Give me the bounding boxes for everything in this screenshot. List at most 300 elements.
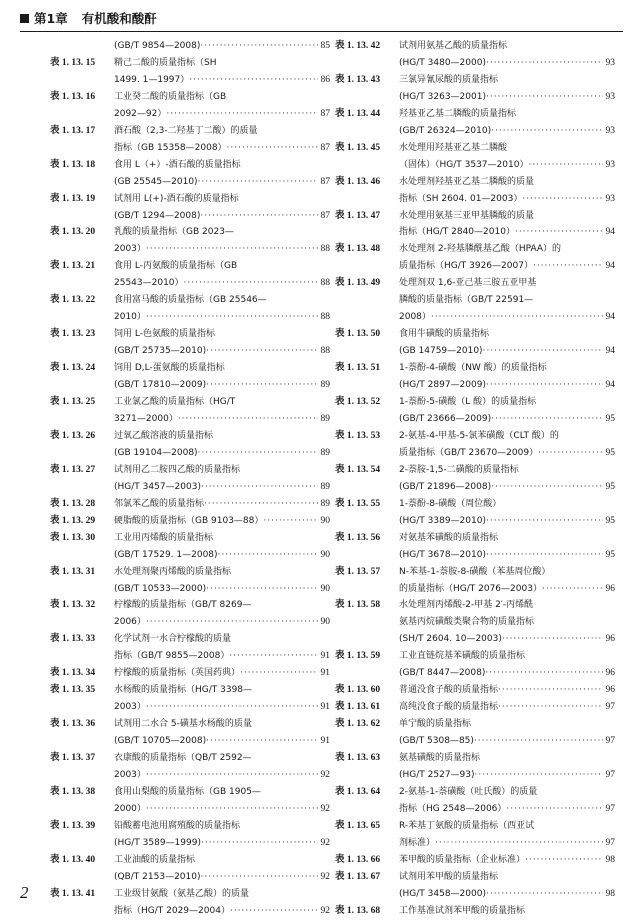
dot-leader [515, 224, 603, 241]
toc-entry-page: 88 [320, 278, 330, 289]
toc-entry-title-line: 饲用 D,L-蛋氨酸的质量指标 [114, 363, 225, 374]
toc-entry-number: 表 1. 13. 46 [335, 176, 381, 187]
toc-entry[interactable] [335, 648, 615, 682]
toc-entry[interactable] [335, 564, 615, 598]
toc-entry[interactable] [50, 513, 330, 530]
dot-leader [206, 343, 317, 360]
toc-entry-number: 表 1. 13. 55 [335, 498, 381, 509]
toc-entry-title-line: 1-萘酚-8-磺酸（周位酸） [399, 498, 502, 509]
dot-leader [218, 547, 318, 564]
dot-leader [146, 699, 318, 716]
toc-entry-page: 93 [605, 91, 615, 102]
toc-entry-number: 表 1. 13. 56 [335, 532, 381, 543]
toc-entry-title-line: 铅酸蓄电池用腐殖酸的质量指标 [114, 820, 241, 831]
dot-leader [206, 733, 317, 750]
toc-entry[interactable] [50, 750, 330, 784]
toc-entry-page: 88 [320, 346, 330, 357]
toc-right-column [335, 38, 615, 920]
dot-leader [491, 123, 602, 140]
toc-entry-title-line: 质量指标（GB/T 23670—2009） [399, 447, 539, 458]
toc-entry-title-line: (GB/T 26324—2010) [399, 125, 492, 136]
dot-leader [146, 241, 318, 258]
toc-entry-title-line: (GB/T 23666—2009) [399, 413, 492, 424]
toc-entry-page: 95 [605, 549, 615, 560]
chapter-label: 第1章 [34, 11, 68, 26]
toc-entry[interactable] [50, 682, 330, 716]
toc-entry-title-line: 饲用 L-色氨酸的质量指标 [114, 329, 215, 340]
toc-entry-title-line: 2092—92） [114, 108, 167, 119]
toc-entry-number: 表 1. 13. 37 [50, 753, 96, 764]
toc-entry[interactable] [335, 852, 615, 869]
chapter-title: 有机酸和酸酐 [81, 11, 157, 26]
toc-entry-title-line: 指标（GB/T 9855—2008） [114, 651, 230, 662]
toc-entry-page: 97 [605, 702, 615, 713]
toc-entry-number: 表 1. 13. 20 [50, 227, 96, 238]
toc-entry-title-line: 苯甲酸的质量指标（企业标准） [399, 854, 526, 865]
toc-entry-number: 表 1. 13. 40 [50, 854, 96, 865]
toc-entry-title-line: 25543—2010） [114, 278, 184, 289]
dot-leader [189, 72, 317, 89]
toc-entry-number: 表 1. 13. 30 [50, 532, 96, 543]
page-number: 2 [20, 883, 29, 902]
toc-entry-page: 94 [605, 227, 615, 238]
toc-entry-title-line: (GB/T 10705—2008) [114, 736, 207, 747]
toc-entry[interactable] [335, 784, 615, 818]
toc-entry-page: 92 [320, 905, 330, 916]
toc-entry-number: 表 1. 13. 51 [335, 363, 381, 374]
dot-leader [498, 682, 602, 699]
toc-entry-title-line: 高纯没食子酸的质量指标 [399, 702, 499, 713]
toc-entry-number: 表 1. 13. 57 [335, 566, 381, 577]
dot-leader [431, 309, 603, 326]
toc-entry-title-line: (QB/T 2153—2010) [114, 871, 201, 882]
dot-leader [498, 699, 602, 716]
toc-entry[interactable] [50, 191, 330, 225]
toc-entry-number: 表 1. 13. 41 [50, 888, 96, 899]
toc-entry-title-line: 1-萘酚-5-磺酸（L 酸）的质量指标 [399, 397, 537, 408]
toc-entry-title-line: 食用富马酸的质量指标（GB 25546— [114, 295, 267, 306]
toc-entry-title-line: 工业直链烷基苯磺酸的质量指标 [399, 651, 526, 662]
toc-entry-page: 92 [320, 837, 330, 848]
toc-entry[interactable] [50, 394, 330, 428]
toc-entry-title-line: 氨基磺酸的质量指标 [399, 753, 481, 764]
toc-entry-number: 表 1. 13. 15 [50, 57, 96, 68]
toc-entry-number: 表 1. 13. 58 [335, 600, 381, 611]
toc-entry-page: 87 [320, 210, 330, 221]
toc-entry-page: 96 [605, 668, 615, 679]
toc-entry-page: 90 [320, 549, 330, 560]
toc-entry[interactable] [50, 852, 330, 886]
toc-entry-number: 表 1. 13. 34 [50, 668, 96, 679]
toc-entry[interactable] [50, 258, 330, 292]
toc-entry-number: 表 1. 13. 22 [50, 295, 96, 306]
toc-entry-number: 表 1. 13. 33 [50, 634, 96, 645]
toc-entry-number: 表 1. 13. 32 [50, 600, 96, 611]
toc-entry-title-line: 试剂用乙二胺四乙酸的质量指标 [114, 464, 241, 475]
toc-entry[interactable] [50, 326, 330, 360]
toc-entry[interactable] [335, 716, 615, 750]
toc-entry[interactable] [335, 818, 615, 852]
toc-entry-page: 96 [605, 634, 615, 645]
toc-entry-page: 93 [605, 125, 615, 136]
toc-entry-page: 96 [605, 685, 615, 696]
toc-entry-number: 表 1. 13. 47 [335, 210, 381, 221]
toc-left-column [50, 38, 330, 920]
toc-entry-title-line: 2006） [114, 617, 146, 628]
toc-entry-page: 87 [320, 142, 330, 153]
toc-entry-title-line: 2003） [114, 244, 146, 255]
toc-entry-title-line: (GB 14759—2010) [399, 346, 483, 357]
dot-leader [525, 852, 602, 869]
toc-entry-number: 表 1. 13. 66 [335, 854, 381, 865]
toc-entry-number: 表 1. 13. 25 [50, 397, 96, 408]
toc-entry-number: 表 1. 13. 68 [335, 905, 381, 916]
toc-entry-title-line: (GB 25545—2010) [114, 176, 198, 187]
toc-entry-number: 表 1. 13. 35 [50, 685, 96, 696]
toc-entry-title-line: 邻氯苯乙酸的质量指标 [114, 498, 205, 509]
toc-entry[interactable] [50, 224, 330, 258]
toc-entry[interactable] [335, 699, 615, 716]
dot-leader [230, 903, 318, 920]
toc-entry-title-line: R-苯基丁氨酸的质量指标（西亚试 [399, 820, 535, 831]
toc-entry[interactable] [335, 38, 615, 72]
toc-entry-title-line: 食用山梨酸的质量指标（GB 1905— [114, 786, 261, 797]
toc-entry-page [612, 903, 615, 920]
toc-entry[interactable] [50, 496, 330, 513]
toc-entry[interactable] [335, 394, 615, 428]
header-rule [20, 31, 623, 32]
toc-entry[interactable] [335, 241, 615, 275]
dot-leader [198, 445, 318, 462]
toc-entry[interactable] [335, 140, 615, 174]
toc-entry-title-line: 工业油酸的质量指标 [114, 854, 196, 865]
toc-entry[interactable] [50, 462, 330, 496]
dot-leader [522, 191, 602, 208]
dot-leader [263, 513, 317, 530]
toc-entry-title-line: 化学试剂一水合柠檬酸的质量 [114, 634, 232, 645]
toc-entry-title-line: 过氧乙酸溶液的质量指标 [114, 430, 214, 441]
toc-entry[interactable] [50, 123, 330, 157]
toc-entry-page: 87 [320, 108, 330, 119]
toc-entry[interactable] [50, 564, 330, 598]
dot-leader [486, 547, 603, 564]
toc-entry[interactable] [50, 716, 330, 750]
toc-entry-number: 表 1. 13. 67 [335, 871, 381, 882]
dot-leader [204, 496, 317, 513]
header-square-icon [20, 14, 29, 23]
toc-entry[interactable] [50, 631, 330, 665]
toc-entry-title-line: 水杨酸的质量指标（HG/T 3398— [114, 685, 253, 696]
toc-entry[interactable] [50, 89, 330, 123]
toc-entry-page: 97 [605, 837, 615, 848]
dot-leader [491, 411, 602, 428]
toc-entry-title-line: 试剂用苯甲酸的质量指标 [399, 871, 499, 882]
toc-entry-title-line: 乳酸的质量指标（GB 2023— [114, 227, 234, 238]
toc-entry-number: 表 1. 13. 50 [335, 329, 381, 340]
toc-entry-page: 89 [320, 498, 330, 509]
toc-entry[interactable] [335, 208, 615, 242]
toc-entry[interactable] [50, 530, 330, 564]
toc-entry-title-line: 水处理剂羟基亚乙基二膦酸的质量 [399, 176, 535, 187]
toc-entry[interactable] [50, 665, 330, 682]
toc-entry[interactable] [50, 55, 330, 89]
toc-entry-page: 98 [605, 854, 615, 865]
dot-leader [538, 445, 602, 462]
toc-entry-number: 表 1. 13. 53 [335, 430, 381, 441]
dot-leader [200, 208, 317, 225]
toc-entry-title-line: 2003） [114, 702, 146, 713]
toc-entry[interactable] [335, 275, 615, 326]
toc-entry-title-line: 水处理剂 2-羟基膦酰基乙酸（HPAA）的 [399, 244, 562, 255]
toc-entry[interactable] [50, 38, 330, 55]
toc-entry-title-line: 指标（SH 2604. 01—2003） [399, 193, 523, 204]
toc-entry[interactable] [335, 106, 615, 140]
toc-entry[interactable] [335, 597, 615, 648]
toc-entry-page: 91 [320, 651, 330, 662]
toc-entry-page: 96 [605, 583, 615, 594]
toc-entry-page: 93 [605, 57, 615, 68]
dot-leader [533, 258, 603, 275]
dot-leader [200, 38, 317, 55]
toc-entry-title-line: (GB/T 8447—2008) [399, 668, 486, 679]
toc-entry-page: 94 [605, 261, 615, 272]
dot-leader [146, 767, 318, 784]
dot-leader [486, 377, 603, 394]
toc-entry-title-line: 2010） [114, 312, 146, 323]
toc-entry-number: 表 1. 13. 28 [50, 498, 96, 509]
toc-entry[interactable] [50, 292, 330, 326]
toc-entry-title-line: 3271—2000） [114, 413, 178, 424]
toc-entry-title-line: 酒石酸（2,3-二羟基丁二酸）的质量 [114, 125, 258, 136]
toc-entry-number: 表 1. 13. 36 [50, 719, 96, 730]
dot-leader [201, 835, 318, 852]
toc-entry-number: 表 1. 13. 61 [335, 702, 381, 713]
toc-entry-title-line: 2-萘胺-1,5-二磺酸的质量指标 [399, 464, 519, 475]
dot-leader [146, 801, 318, 818]
toc-entry-title-line: 精己二酸的质量指标（SH [114, 57, 217, 68]
toc-entry-title-line: 水处理剂聚丙烯酸的质量指标 [114, 566, 232, 577]
toc-entry-number: 表 1. 13. 64 [335, 786, 381, 797]
dot-leader [474, 733, 603, 750]
toc-entry[interactable] [50, 818, 330, 852]
dot-leader [483, 343, 603, 360]
toc-entry[interactable] [335, 903, 615, 920]
toc-entry-page: 95 [605, 447, 615, 458]
dot-leader [206, 581, 317, 598]
toc-entry-title-line: N-苯基-1-萘胺-8-磺酸（苯基周位酸） [399, 566, 551, 577]
toc-entry[interactable] [335, 428, 615, 462]
toc-entry[interactable] [50, 360, 330, 394]
toc-entry-title-line: 2003） [114, 769, 146, 780]
toc-entry-title-line: (HG/T 3678—2010) [399, 549, 486, 560]
toc-entry-page: 93 [605, 193, 615, 204]
toc-entry-page: 95 [605, 481, 615, 492]
toc-entry-number: 表 1. 13. 45 [335, 142, 381, 153]
toc-entry-title-line: （固体）（HG/T 3537—2010） [399, 159, 529, 170]
toc-entry-title-line: (SH/T 2604. 10—2003) [399, 634, 502, 645]
toc-entry-number: 表 1. 13. 21 [50, 261, 96, 272]
toc-entry-title-line: (HG/T 2897—2009) [399, 380, 486, 391]
toc-entry-title-line: 指标（HG/T 2029—2004） [114, 905, 230, 916]
dot-leader [166, 106, 317, 123]
toc-entry[interactable] [335, 750, 615, 784]
toc-entry-number: 表 1. 13. 24 [50, 363, 96, 374]
toc-entry[interactable] [335, 869, 615, 903]
toc-entry-number: 表 1. 13. 19 [50, 193, 96, 204]
toc-entry-title-line: (HG/T 2527—93) [399, 769, 475, 780]
dot-leader [502, 631, 603, 648]
toc-entry-title-line: 试剂用二水合 5-磺基水杨酸的质量 [114, 719, 252, 730]
toc-entry-page: 89 [320, 481, 330, 492]
toc-entry-title-line: (GB/T 10533—2000) [114, 583, 207, 594]
toc-entry-number: 表 1. 13. 43 [335, 74, 381, 85]
toc-entry-title-line: (GB/T 25735—2010) [114, 346, 207, 357]
toc-entry-title-line: (GB/T 17529. 1—2008) [114, 549, 218, 560]
dot-leader [542, 581, 603, 598]
toc-entry-title-line: 2000） [114, 803, 146, 814]
toc-entry-number: 表 1. 13. 31 [50, 566, 96, 577]
dot-leader [184, 275, 318, 292]
toc-entry-title-line: 指标（HG/T 2840—2010） [399, 227, 515, 238]
toc-entry-title-line: 硬脂酸的质量指标（GB 9103—88） [114, 515, 264, 526]
toc-entry-title-line: (HG/T 3589—1999) [114, 837, 201, 848]
toc-entry-title-line: 膦酸的质量指标（GB/T 22591— [399, 295, 534, 306]
dot-leader [146, 614, 318, 631]
toc-entry-title-line: 食用 L（+）-酒石酸的质量指标 [114, 159, 241, 170]
toc-entry-page: 94 [605, 380, 615, 391]
toc-entry-page: 93 [605, 159, 615, 170]
toc-entry[interactable] [335, 496, 615, 530]
toc-entry-number: 表 1. 13. 52 [335, 397, 381, 408]
toc-entry-number: 表 1. 13. 60 [335, 685, 381, 696]
toc-entry-title-line: 柠檬酸的质量指标（GB/T 8269— [114, 600, 252, 611]
toc-entry-page: 97 [605, 803, 615, 814]
dot-leader [435, 835, 602, 852]
toc-entry-page: 94 [605, 346, 615, 357]
toc-entry-page: 92 [320, 769, 330, 780]
toc-entry-title-line: (GB/T 1294—2008) [114, 210, 201, 221]
toc-entry-title-line: 质量指标（HG/T 3926—2007） [399, 261, 533, 272]
toc-entry-title-line: 指标（GB 15358—2008） [114, 142, 227, 153]
toc-entry[interactable] [335, 72, 615, 106]
toc-entry-title-line: 剂标准） [399, 837, 436, 848]
toc-entry-page: 89 [320, 380, 330, 391]
toc-entry[interactable] [50, 784, 330, 818]
toc-entry-title-line: 2008） [399, 312, 431, 323]
toc-entry-number: 表 1. 13. 44 [335, 108, 381, 119]
toc-entry[interactable] [335, 360, 615, 394]
toc-entry-number: 表 1. 13. 17 [50, 125, 96, 136]
toc-entry-title-line: 试剂用氨基乙酸的质量指标 [399, 41, 508, 51]
toc-entry-title-line: (GB 19104—2008) [114, 447, 198, 458]
dot-leader [200, 869, 317, 886]
toc-entry-title-line: 1-萘酚-4-磺酸（NW 酸）的质量指标 [399, 363, 547, 374]
dot-leader [178, 411, 318, 428]
dot-leader [486, 886, 603, 903]
toc-entry-page: 89 [320, 413, 330, 424]
dot-leader [201, 479, 318, 496]
toc-entry-title-line: (HG/T 3457—2003) [114, 481, 201, 492]
toc-entry[interactable] [335, 530, 615, 564]
toc-entry-number: 表 1. 13. 54 [335, 464, 381, 475]
toc-entry[interactable] [335, 462, 615, 496]
toc-entry-title-line: 工业级甘氨酸（氨基乙酸）的质量 [114, 888, 250, 899]
toc-entry-number: 表 1. 13. 48 [335, 244, 381, 255]
toc-entry-title-line: (HG/T 3389—2010) [399, 515, 486, 526]
toc-entry-page: 92 [320, 871, 330, 882]
toc-entry-title-line: 工业氯乙酸的质量指标（HG/T [114, 397, 236, 408]
toc-entry-page: 95 [605, 515, 615, 526]
toc-entry[interactable] [50, 157, 330, 191]
dot-leader [485, 665, 602, 682]
toc-entry-title-line: 试剂用 L(+)-酒石酸的质量指标 [114, 193, 239, 204]
toc-entry-page: 85 [320, 41, 330, 51]
toc-entry-title-line: 水处理用氨基三亚甲基膦酸的质量 [399, 210, 535, 221]
toc-entry-title-line: (HG/T 3480—2000) [399, 57, 486, 68]
toc-entry-page: 91 [320, 668, 330, 679]
toc-entry-number: 表 1. 13. 62 [335, 719, 381, 730]
dot-leader [491, 479, 602, 496]
toc-entry-page: 90 [320, 583, 330, 594]
dot-leader [227, 140, 318, 157]
toc-entry[interactable] [335, 326, 615, 360]
toc-entry-title-line: (GB/T 9854—2008) [114, 41, 201, 51]
toc-entry-title-line: 氨基丙烷磺酸类聚合物的质量指标 [399, 617, 535, 628]
toc-entry-number: 表 1. 13. 49 [335, 278, 381, 289]
toc-entry-page: 92 [320, 803, 330, 814]
toc-entry-number: 表 1. 13. 27 [50, 464, 96, 475]
toc-entry-title-line: 羟基亚乙基二膦酸的质量指标 [399, 108, 517, 119]
toc-entry-number: 表 1. 13. 38 [50, 786, 96, 797]
toc-entry-title-line: (HG/T 3458—2000) [399, 888, 486, 899]
toc-entry-title-line: 衣康酸的质量指标（QB/T 2592— [114, 753, 252, 764]
toc-entry[interactable] [50, 428, 330, 462]
toc-entry-title-line: 普通没食子酸的质量指标 [399, 685, 499, 696]
toc-entry[interactable] [335, 682, 615, 699]
toc-entry-title-line: 工作基准试剂苯甲酸的质量指标 [399, 905, 526, 916]
toc-entry[interactable] [50, 886, 330, 920]
dot-leader [486, 89, 603, 106]
toc-entry-page: 94 [605, 312, 615, 323]
dot-leader [229, 648, 317, 665]
toc-entry-title-line: 水处理剂丙烯酸-2-甲基 2′-丙烯酰 [399, 600, 534, 611]
toc-entry-number: 表 1. 13. 16 [50, 91, 96, 102]
toc-entry-page: 98 [605, 888, 615, 899]
running-header [20, 9, 620, 29]
dot-leader [198, 174, 318, 191]
toc-entry-title-line: 单宁酸的质量指标 [399, 719, 472, 730]
toc-entry[interactable] [335, 174, 615, 208]
toc-entry-title-line: 工业用丙烯酸的质量指标 [114, 532, 214, 543]
toc-entry-title-line: 2-氨基-1-萘磺酸（吐氏酸）的质量 [399, 786, 538, 797]
toc-entry-title-line: (HG/T 3263—2001) [399, 91, 486, 102]
toc-entry-page: 87 [320, 176, 330, 187]
toc-entry-title-line: 水处理用羟基亚乙基二膦酸 [399, 142, 508, 153]
dot-leader [486, 513, 603, 530]
toc-entry-number: 表 1. 13. 18 [50, 159, 96, 170]
toc-entry-page: 90 [320, 617, 330, 628]
toc-entry-number: 表 1. 13. 59 [335, 651, 381, 662]
toc-entry-number: 表 1. 13. 42 [335, 41, 381, 51]
toc-entry-title-line: 柠檬酸的质量指标（英国药典） [114, 668, 241, 679]
toc-entry-title-line: 的质量指标（HG/T 2076—2003） [399, 583, 542, 594]
toc-entry[interactable] [50, 597, 330, 631]
toc-entry-title-line: 指标（HG 2548—2006） [399, 803, 507, 814]
toc-entry-number: 表 1. 13. 23 [50, 329, 96, 340]
toc-entry-number: 表 1. 13. 63 [335, 753, 381, 764]
toc-entry-number: 表 1. 13. 65 [335, 820, 381, 831]
toc-entry-number: 表 1. 13. 29 [50, 515, 96, 526]
